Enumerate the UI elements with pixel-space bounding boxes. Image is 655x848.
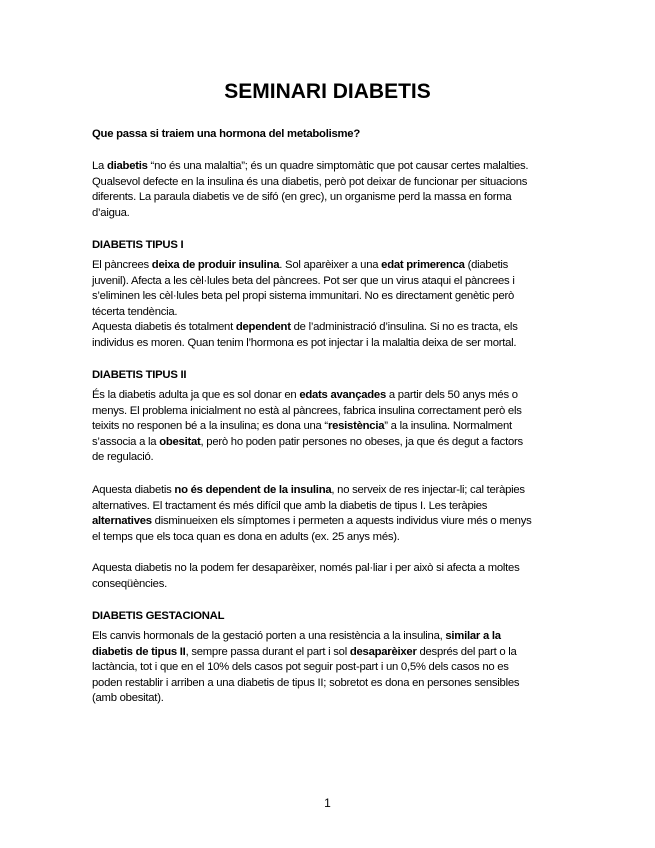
text-run: Els canvis hormonals de la gestació porten a una resistència a la insulina, (92, 630, 446, 642)
text-run: de l’administració d’insulina. Si no es tracta, els (290, 321, 518, 334)
intro-paragraph (92, 159, 566, 221)
text-run: d’aigua. (92, 206, 130, 219)
text-run: , sempre passa durant el part i sol (185, 645, 350, 658)
bold-text: diabetis (106, 160, 148, 172)
text-run: juvenil). Afecta a les cèl·lules beta del pàncrees. Pot ser que un virus ataqui el pàncrees i (92, 274, 515, 287)
tipus2-paragraph-2 (92, 483, 566, 545)
text-run: Aquesta diabetis és totalment (92, 321, 236, 334)
text-line (92, 320, 566, 336)
text-run: menys. El problema inicialment no està al pàncrees, fabrica insulina correctament però els (92, 404, 522, 417)
text-run: després del part o la (416, 645, 517, 658)
text-run: de regulació. (92, 451, 154, 464)
bold-text: diabetis de tipus II (92, 645, 186, 658)
text-run: poden restablir i arriben a una diabetis de tipus II; sobretot es dona en persones sensibles (92, 676, 520, 689)
tipus2-paragraph-1 (92, 388, 566, 466)
text-line (92, 577, 566, 593)
section-heading-tipus2: DIABETIS TIPUS II (92, 369, 187, 381)
text-run: diferents. La paraula diabetis ve de sifó (en grec), un organisme perd la massa en forma (92, 191, 512, 204)
text-run: técerta tendència. (92, 305, 178, 318)
text-line (92, 274, 566, 290)
document-title: SEMINARI DIABETIS (224, 80, 431, 103)
bold-text: edats avançades (299, 389, 386, 401)
text-line (92, 629, 566, 645)
text-run: Aquesta diabetis (92, 484, 175, 496)
text-line (92, 660, 566, 676)
tipus1-paragraph (92, 258, 566, 352)
text-line (92, 483, 566, 499)
page-number: 1 (324, 796, 331, 810)
text-line (92, 419, 566, 435)
text-line (92, 159, 566, 175)
bold-text: no és dependent de la insulina (174, 484, 332, 496)
text-run: teixits no responen bé a la insulina; es dona una “ (92, 420, 328, 433)
text-line (92, 691, 566, 707)
section-heading-tipus1: DIABETIS TIPUS I (92, 239, 184, 251)
text-line (92, 289, 566, 305)
bold-text: edat primerenca (381, 259, 465, 271)
text-run: “no és una malaltia”; és un quadre simptomàtic que pot causar certes malalties. (147, 160, 529, 172)
text-line (92, 676, 566, 692)
text-run: (amb obesitat). (92, 692, 164, 705)
text-line (92, 561, 566, 577)
tipus2-heading-block (92, 368, 566, 384)
bold-text: dependent (235, 321, 291, 334)
bold-text: desaparèixer (349, 645, 417, 658)
text-run: individus es moren. Quan tenim l’hormona es pot injectar i la malaltia deixa de ser mortal. (92, 336, 517, 349)
question-line (92, 127, 566, 143)
text-run: (diabetis (464, 259, 509, 271)
text-run: El pàncrees (92, 259, 152, 271)
tipus1-heading-block (92, 238, 566, 254)
text-line (92, 258, 566, 274)
text-run: s’associa a la (92, 435, 160, 448)
text-line (92, 305, 566, 321)
text-line (92, 388, 566, 404)
gestacional-heading-block (92, 609, 566, 625)
text-run: És la diabetis adulta ja que es sol donar en (92, 389, 300, 401)
text-line (92, 175, 566, 191)
bold-text: obesitat (159, 435, 201, 448)
text-run: alternatives. El tractament és més difícil que amb la diabetis de tipus I. Les teràpies (92, 499, 488, 512)
text-run: s’eliminen les cèl·lules beta pel propi sistema immunitari. No es directament genètic però (92, 290, 515, 303)
text-run: ” a la insulina. Normalment (384, 420, 512, 433)
text-run: el temps que els toca quan es dona en adults (ex. 25 anys més). (92, 530, 400, 543)
bold-text: similar a la (445, 630, 501, 642)
text-run: . Sol aparèixer a una (279, 259, 382, 271)
text-line (92, 190, 566, 206)
bold-text: resistència (327, 420, 385, 433)
text-run: lactància, tot i que en el 10% dels casos pot seguir post-part i un 0,5% dels casos no es (92, 661, 509, 674)
text-run: Aquesta diabetis no la podem fer desaparèixer, només pal·liar i per això si afecta a moltes (92, 562, 520, 574)
section-heading-gestacional: DIABETIS GESTACIONAL (92, 610, 225, 622)
text-run: conseqüències. (92, 577, 168, 590)
bold-text: alternatives (92, 515, 152, 528)
text-line (92, 435, 566, 451)
text-line (92, 336, 566, 352)
text-line (92, 530, 566, 546)
text-run: disminueixen els símptomes i permeten a aquests individus viure més o menys (151, 515, 532, 528)
gestacional-paragraph (92, 629, 566, 707)
text-run: a partir dels 50 anys més o (386, 389, 518, 401)
bold-text: deixa de produir insulina (151, 259, 280, 271)
text-run: , no serveix de res injectar-li; cal teràpies (331, 484, 525, 496)
text-run: , però ho poden patir persones no obeses, ja que és degut a factors (200, 435, 523, 448)
text-run: La (92, 160, 107, 172)
tipus2-paragraph-3 (92, 561, 566, 592)
text-line (92, 645, 566, 661)
question-text: Que passa si traiem una hormona del metabolisme? (92, 128, 360, 140)
text-line (92, 514, 566, 530)
text-run: Qualsevol defecte en la insulina és una diabetis, però pot deixar de funcionar per situacions (92, 175, 528, 188)
text-line (92, 450, 566, 466)
text-line (92, 499, 566, 515)
text-line (92, 206, 566, 222)
text-line (92, 404, 566, 420)
